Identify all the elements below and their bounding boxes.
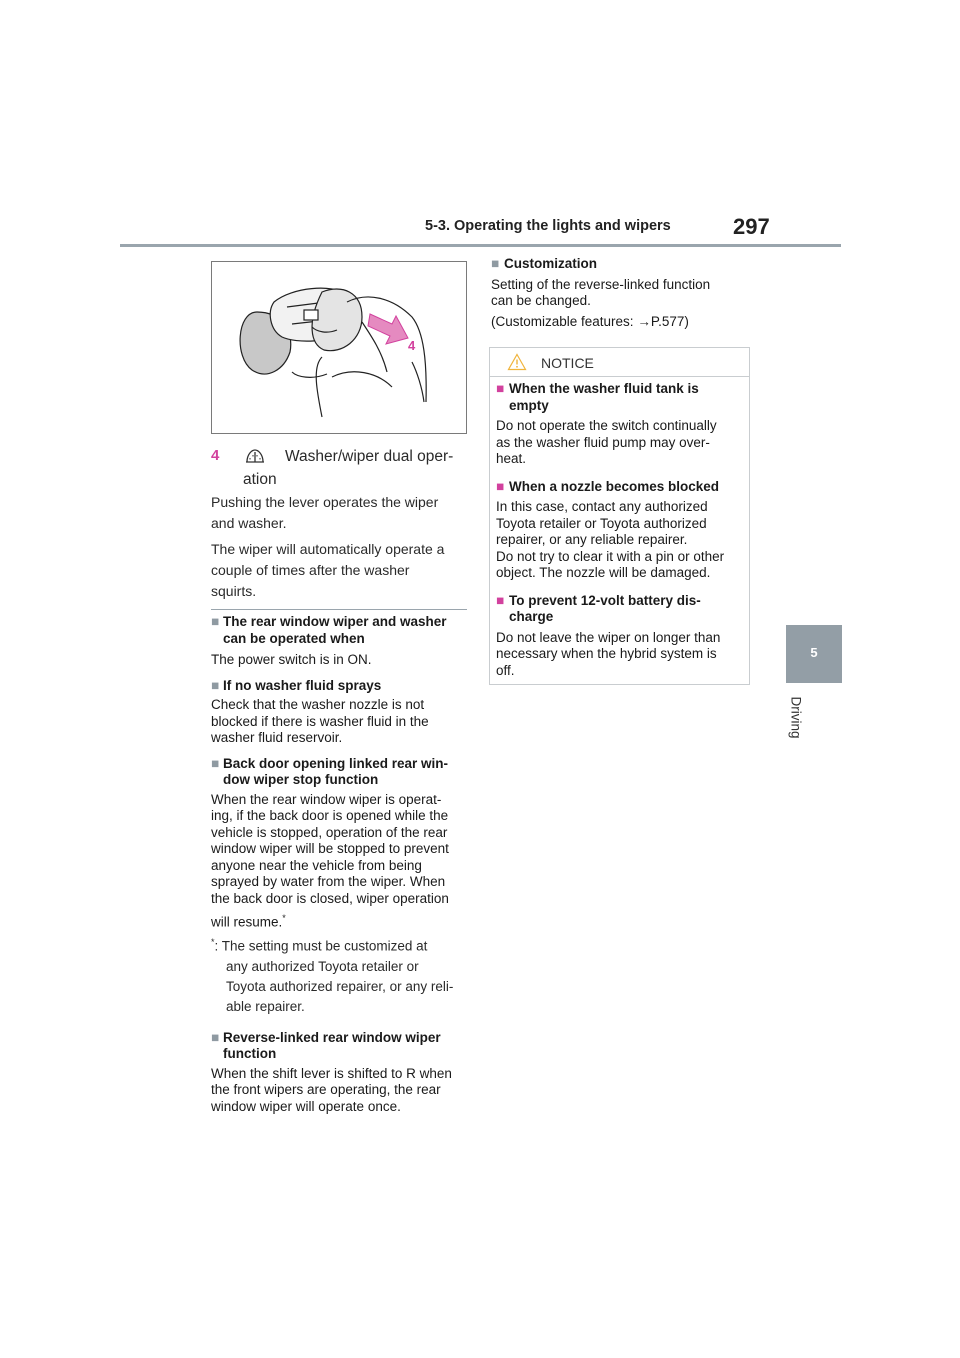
customization-section — [491, 256, 751, 330]
arrow-right-icon: → — [637, 313, 651, 329]
square-bullet-icon: ■ — [211, 1029, 220, 1045]
body-line: window wiper will operate once. — [211, 1098, 401, 1114]
notice-title: NOTICE — [541, 355, 594, 371]
notice-body — [496, 630, 746, 680]
body-line: necessary when the hybrid system is — [496, 646, 717, 661]
desc-line: squirts. — [211, 583, 257, 599]
notice-body — [496, 499, 746, 582]
footnote-line: : The setting must be customized at — [214, 938, 428, 954]
footnote-line: Toyota authorized repairer, or any reli- — [226, 978, 454, 994]
header-divider — [120, 244, 841, 247]
body-line: as the washer fluid pump may over- — [496, 434, 710, 450]
note-power-switch — [211, 614, 473, 669]
notice-item-nozzle-blocked — [496, 479, 746, 582]
body-line: the front wipers are operating, the rear — [211, 1082, 441, 1097]
heading-text — [223, 1030, 441, 1063]
body-line: heat. — [496, 451, 527, 466]
note-no-washer-fluid — [211, 678, 473, 747]
footnote — [211, 932, 473, 1017]
body-line: ing, if the back door is opened while the — [211, 808, 449, 823]
body-line: Setting of the reverse-linked function — [491, 276, 711, 292]
heading-line: charge — [509, 609, 554, 624]
body-line: sprayed by water from the wiper. When — [211, 874, 446, 889]
note-body: The power switch is in ON. — [211, 652, 372, 667]
body-line: will resume. — [211, 914, 283, 930]
heading-line: The rear window wiper and washer — [223, 614, 447, 629]
page-number: 297 — [733, 214, 770, 239]
desc-line: and washer. — [211, 515, 287, 531]
item-number: 4 — [211, 447, 220, 464]
left-notes — [211, 614, 473, 1115]
chapter-number: 5 — [810, 645, 818, 660]
section-title: 5-3. Operating the lights and wipers — [425, 218, 671, 234]
heading-line: dow wiper stop function — [223, 772, 379, 787]
section-divider — [211, 609, 467, 610]
heading-text — [509, 381, 699, 414]
body-line: repairer, or any reliable repairer. — [496, 532, 688, 547]
figure-callout-4: 4 — [408, 338, 416, 353]
heading-text: Customization — [504, 256, 597, 271]
heading-line: Back door opening linked rear win- — [223, 755, 449, 771]
square-bullet-icon: ■ — [496, 592, 505, 608]
heading-text — [223, 756, 448, 789]
wiper-lever-drawing — [212, 262, 466, 433]
note-back-door-wiper-stop — [211, 756, 473, 1017]
notice-body — [496, 418, 746, 468]
square-bullet-icon: ■ — [211, 755, 220, 771]
note-reverse-linked-wiper — [211, 1030, 473, 1116]
note-heading — [211, 678, 473, 695]
footnote-first-line — [211, 932, 473, 957]
square-bullet-icon: ■ — [496, 381, 505, 396]
footnote-line: any authorized Toyota retailer or — [226, 958, 419, 974]
notice-item-battery-discharge — [496, 593, 746, 680]
square-bullet-icon: ■ — [496, 478, 505, 494]
item4-title — [285, 445, 453, 468]
body-line: Toyota retailer or Toyota authorized — [496, 515, 707, 531]
customization-body — [491, 277, 751, 310]
heading-text: When a nozzle becomes blocked — [509, 478, 720, 494]
page-reference-link[interactable]: P.577) — [650, 313, 689, 329]
heading-text — [223, 614, 447, 647]
body-line: vehicle is stopped, operation of the rear — [211, 824, 448, 840]
note-heading — [211, 1030, 473, 1063]
body-line: Check that the washer nozzle is not — [211, 697, 425, 712]
customization-reference[interactable] — [491, 314, 751, 331]
note-body — [211, 1066, 473, 1116]
item4-title-line2: ation — [243, 471, 277, 488]
body-line: can be changed. — [491, 293, 591, 308]
body-line: Do not operate the switch continually — [496, 418, 717, 433]
chapter-label: Driving — [788, 696, 804, 739]
item4-title-line1: Washer/wiper dual oper- — [285, 448, 454, 465]
footnote-mark: * — [211, 937, 215, 947]
desc-line: couple of times after the washer — [211, 562, 410, 578]
note-body — [211, 792, 473, 932]
note-heading — [211, 756, 473, 789]
body-line: the back door is closed, wiper operation — [211, 890, 449, 906]
body-line: off. — [496, 662, 515, 678]
footnote-line: able repairer. — [226, 998, 305, 1014]
square-bullet-icon: ■ — [211, 677, 220, 693]
item4-description — [211, 492, 471, 602]
square-bullet-icon: ■ — [211, 614, 220, 629]
body-line: washer fluid reservoir. — [211, 730, 343, 745]
square-bullet-icon: ■ — [491, 256, 500, 271]
heading-text — [509, 593, 701, 626]
push-arrow — [368, 314, 408, 344]
note-heading — [496, 479, 746, 496]
desc-line: The wiper will automatically operate a — [211, 541, 445, 557]
note-body — [211, 697, 473, 747]
heading-line: empty — [509, 397, 549, 413]
desc-line: Pushing the lever operates the wiper — [211, 494, 439, 510]
note-heading — [496, 381, 746, 414]
heading-line: Reverse-linked rear window wiper — [223, 1029, 441, 1045]
heading-line: function — [223, 1046, 277, 1061]
ref-prefix: (Customizable features: — [491, 313, 638, 329]
asterisk-mark: * — [282, 913, 286, 923]
heading-line: When the washer fluid tank is — [509, 381, 699, 396]
notice-item-empty-tank — [496, 381, 746, 468]
note-heading — [211, 614, 473, 647]
body-line: When the shift lever is shifted to R when — [211, 1065, 452, 1081]
body-line: In this case, contact any authorized — [496, 499, 708, 514]
body-line: blocked if there is washer fluid in the — [211, 713, 429, 729]
note-heading — [496, 593, 746, 626]
notice-items — [496, 381, 746, 679]
heading-line: can be operated when — [223, 630, 365, 646]
body-line: Do not leave the wiper on longer than — [496, 629, 721, 645]
body-line: object. The nozzle will be damaged. — [496, 565, 711, 580]
body-line: anyone near the vehicle from being — [211, 857, 422, 873]
body-line: Do not try to clear it with a pin or other — [496, 548, 725, 564]
note-heading — [491, 256, 751, 273]
heading-line: To prevent 12-volt battery dis- — [509, 592, 701, 608]
body-line: When the rear window wiper is operat- — [211, 791, 442, 807]
wiper-lever-illustration — [211, 261, 467, 434]
warning-triangle-icon — [507, 353, 527, 376]
body-line: window wiper will be stopped to prevent — [211, 841, 449, 856]
chapter-label-wrap — [786, 690, 806, 750]
heading-text: If no washer fluid sprays — [223, 677, 382, 693]
body-line-with-asterisk — [211, 910, 473, 931]
notice-header — [489, 347, 750, 377]
